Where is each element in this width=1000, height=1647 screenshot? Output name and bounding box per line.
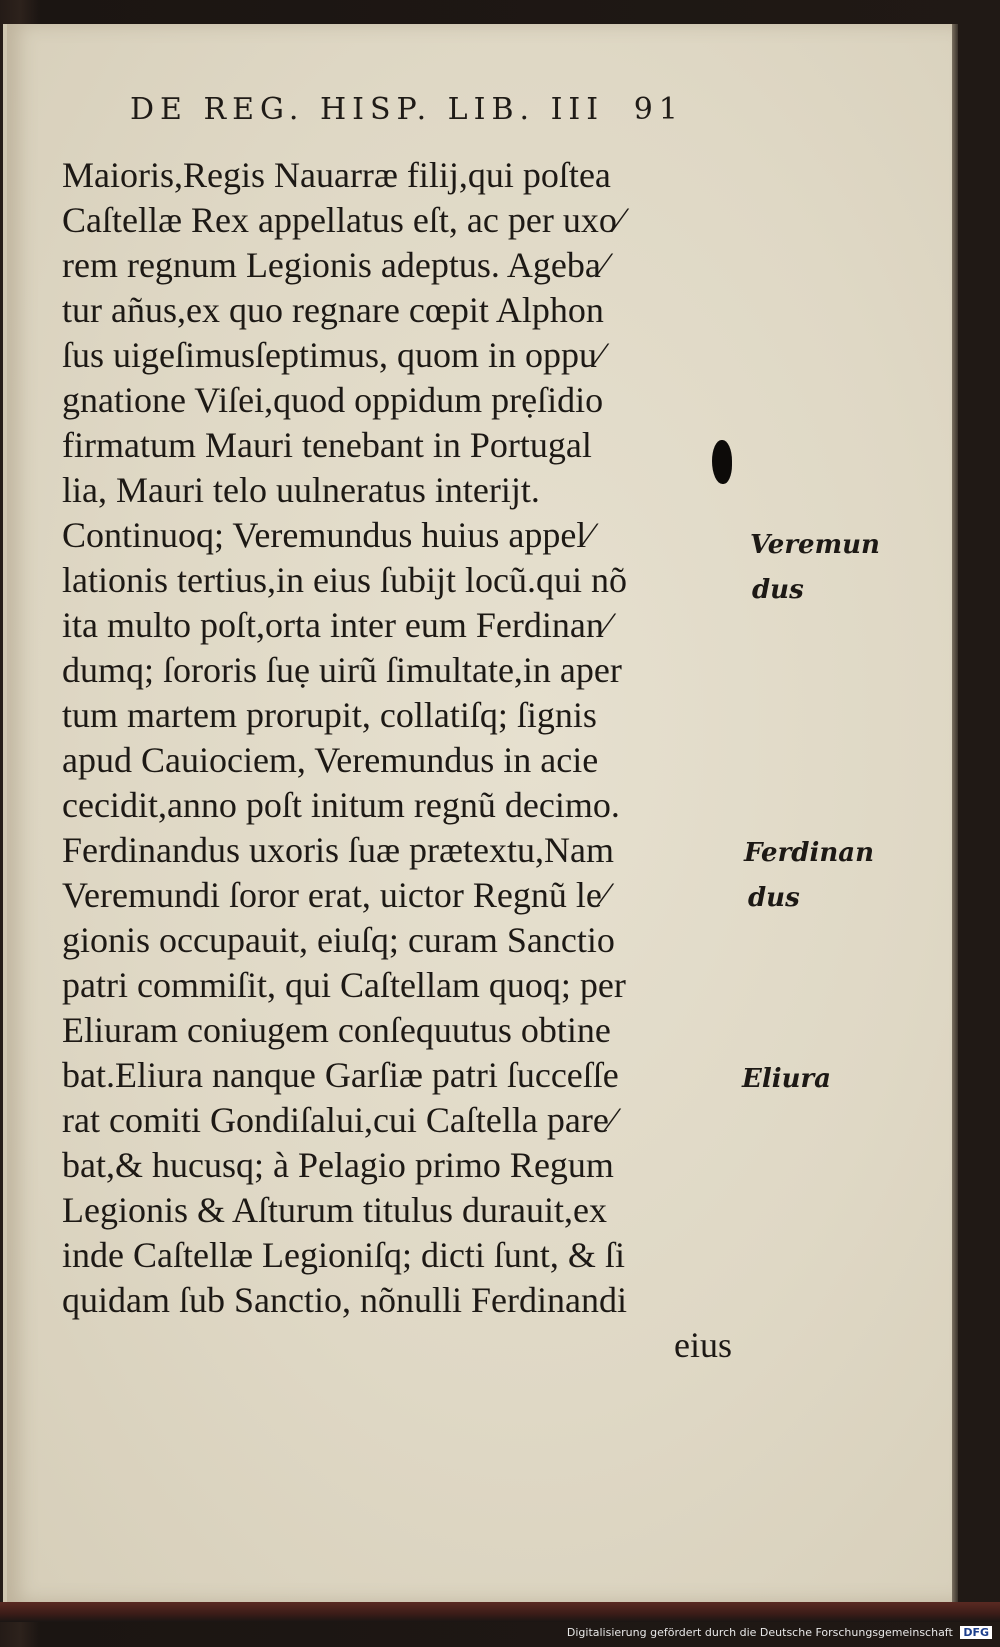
credit-text: Digitalisierung gefördert durch die Deutsche Forschungsgemeinschaft	[566, 1626, 953, 1639]
text-line: Eliuram coniugem conſequutus obtine	[62, 1010, 611, 1050]
margin-note-eliura: Eliura	[742, 1064, 832, 1094]
digitization-credit	[567, 1626, 992, 1639]
running-header	[130, 92, 730, 127]
text-line: apud Cauiociem, Veremundus in acie	[62, 740, 599, 780]
text-line: bat,& hucusq; à Pelagio primo Regum	[62, 1145, 614, 1185]
text-line: lia, Mauri telo uulneratus interijt.	[62, 470, 540, 510]
catchword: eius	[674, 1325, 732, 1365]
text-line: Veremundi ſoror erat, uictor Regnũ le⁄	[62, 875, 608, 915]
text-line: patri commiſit, qui Caſtellam quoq; per	[62, 965, 626, 1005]
text-line: Maioris,Regis Nauarræ filij,qui poſtea	[62, 155, 611, 195]
text-line: Caſtellæ Rex appellatus eſt, ac per uxo⁄	[62, 200, 623, 240]
ink-blot	[712, 440, 732, 484]
margin-note-veremundus-1: Veremun	[750, 530, 880, 560]
text-line: rem regnum Legionis adeptus. Ageba⁄	[62, 245, 607, 285]
text-line: lationis tertius,in eius ſubijt locũ.qui nõ	[62, 560, 627, 600]
text-line: tur añus,ex quo regnare cœpit Alphon	[62, 290, 604, 330]
text-line: gionis occupauit, eiuſq; curam Sanctio	[62, 920, 615, 960]
text-line: bat.Eliura nanque Garſiæ patri ſucceſſe	[62, 1055, 619, 1095]
running-title: DE REG. HISP. LIB. III	[130, 92, 605, 127]
text-line: firmatum Mauri tenebant in Portugal	[62, 425, 592, 465]
book-binding-edge	[0, 1602, 1000, 1622]
text-line: Legionis & Aſturum titulus durauit,ex	[62, 1190, 607, 1230]
text-line: gnatione Viſei,quod oppidum prẹſidio	[62, 380, 604, 420]
text-line: ſus uigeſimusſeptimus, quom in oppu⁄	[62, 335, 604, 375]
margin-note-veremundus-2: dus	[752, 575, 804, 605]
body-text	[62, 153, 742, 1368]
text-line: inde Caſtellæ Legioniſq; dicti ſunt, & ſi	[62, 1235, 625, 1275]
page-edge	[952, 24, 958, 1602]
text-line: Ferdinandus uxoris ſuæ prætextu,Nam	[62, 830, 614, 870]
text-line: tum martem prorupit, collatiſq; ſignis	[62, 695, 597, 735]
margin-note-ferdinandus-2: dus	[748, 883, 800, 913]
text-line: rat comiti Gondiſalui,cui Caſtella pare⁄	[62, 1100, 615, 1140]
text-line: dumq; ſororis ſuẹ uirũ ſimultate,in aper	[62, 650, 622, 690]
text-line: ita multo poſt,orta inter eum Ferdinan⁄	[62, 605, 610, 645]
text-line: cecidit,anno poſt initum regnũ decimo.	[62, 785, 620, 825]
page-number: 91	[633, 92, 684, 127]
text-line: Continuoq; Veremundus huius appel⁄	[62, 515, 593, 555]
margin-note-ferdinandus-1: Ferdinan	[744, 838, 874, 868]
text-line: quidam ſub Sanctio, nõnulli Ferdinandi	[62, 1280, 627, 1320]
dfg-logo: DFG	[960, 1626, 992, 1639]
